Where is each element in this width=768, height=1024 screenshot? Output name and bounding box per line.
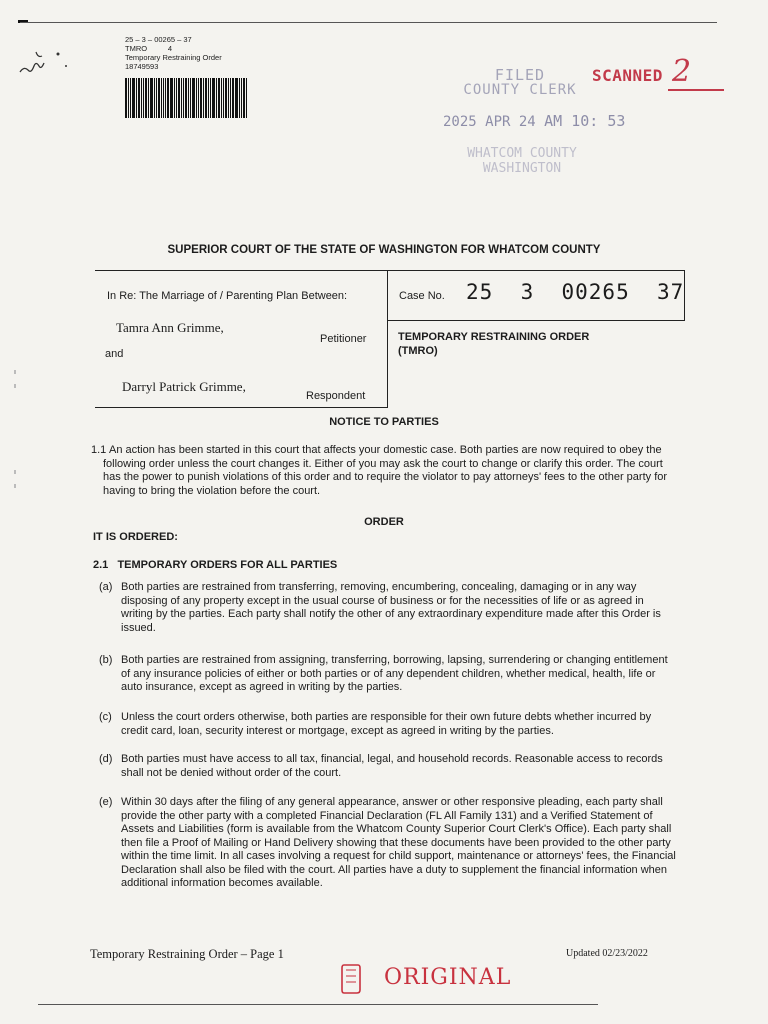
- item-text: Both parties are restrained from assigning, transferring, borrowing, lapsing, surrendering or changing entitlement of any insurance policies of either or both parties or of any dependent children, whether medical, health, life or auto insurance, except as agreed in writing by the parties.: [121, 654, 668, 693]
- barcode: [125, 78, 258, 118]
- scanned-number: 2: [672, 54, 692, 89]
- case-ref: 25 – 3 – 00265 – 37: [125, 35, 192, 44]
- footer-updated-date: Updated 02/23/2022: [566, 948, 648, 959]
- handwritten-initials-icon: [16, 42, 76, 82]
- filed-date: 2025 APR 24: [443, 114, 536, 130]
- item-label: (c): [99, 711, 112, 723]
- court-title: SUPERIOR COURT OF THE STATE OF WASHINGTON FOR WHATCOM COUNTY: [167, 244, 601, 256]
- filed-location-line1: WHATCOM COUNTY: [467, 146, 577, 161]
- top-rule: [20, 22, 717, 23]
- order-heading: ORDER: [364, 516, 404, 528]
- item-text: Within 30 days after the filing of any general appearance, answer or other responsive pleading, each party shall provide the other party with a completed Financial Declaration (FL All Family 131) and a Verified Statement of Assets and Liabilities (form is available from the Whatcom County Superior Court Clerk's Office). Each party shall then file a Proof of Mailing or Hand Delivery showing that these documents have been provided to the other party within the time limit. In all cases involving a request for child support, maintenance or attorneys' fees, the Financial Declaration shall also be filed with the court. All parties have a duty to supplement the financial information when additional information becomes available.: [121, 796, 676, 889]
- bottom-rule: [38, 1004, 598, 1005]
- item-text: Unless the court orders otherwise, both parties are responsible for their own future debts whether incurred by credit card, loan, security interest or mortgage, except as agreed in writing by the parties.: [121, 711, 652, 737]
- petitioner-name: Tamra Ann Grimme,: [116, 320, 224, 335]
- item-label: (a): [99, 581, 113, 593]
- scanned-stamp: SCANNED: [592, 66, 663, 85]
- margin-hole-marks: [14, 370, 18, 490]
- notice-text: An action has been started in this court that affects your domestic case. Both parties are now required to obey the following order unless the court changes it. Either of you may ask the court to change or clarify this order. The court has the power to punish violations of this order and to require the violator to pay attorneys' fees to the other party for having to bring the violation before the court.: [103, 444, 668, 497]
- item-text: Both parties must have access to all tax, financial, legal, and household records. Reasonable access to records shall not be denied without order of the court.: [121, 753, 663, 779]
- filed-stamp: [440, 66, 600, 98]
- item-label: (b): [99, 654, 113, 666]
- paragraph-text: [103, 444, 683, 498]
- filed-location-line2: WASHINGTON: [482, 161, 562, 176]
- scanned-underline: [668, 89, 724, 91]
- filed-stamp-line1: FILED: [494, 66, 546, 84]
- item-label: (e): [99, 796, 113, 808]
- scroll-stamp-icon: [340, 962, 362, 996]
- paragraph-number: 1.1: [91, 444, 107, 456]
- item-text: Both parties are restrained from transferring, removing, encumbering, concealing, damaging or in any way disposing of any property except in the usual course of business or for the necessities of life or as agreed in writing by the parties. Each party shall notify the other of any extraordinary expenditure made after this Order is issued.: [121, 581, 661, 634]
- respondent-name: Darryl Patrick Grimme,: [122, 379, 246, 394]
- filed-stamp-location: [452, 146, 592, 176]
- filed-stamp-datetime: [443, 112, 625, 130]
- item-label: (d): [99, 753, 113, 765]
- case-number: 25 3 00265 37: [466, 280, 685, 304]
- document-title-line2: (TMRO): [398, 345, 438, 357]
- doc-code: TMRO 4: [125, 44, 173, 53]
- it-is-ordered: IT IS ORDERED:: [93, 531, 178, 543]
- doc-id: 18749593: [125, 62, 159, 71]
- doc-name: Temporary Restraining Order: [125, 53, 222, 62]
- petitioner-label: Petitioner: [320, 333, 367, 345]
- original-stamp: ORIGINAL: [384, 965, 512, 990]
- notice-heading: NOTICE TO PARTIES: [329, 416, 439, 428]
- and-label: and: [105, 348, 124, 360]
- case-no-label: Case No.: [399, 290, 445, 302]
- filed-time: AM 10: 53: [544, 112, 626, 130]
- document-title: [398, 330, 589, 358]
- document-title-line1: TEMPORARY RESTRAINING ORDER: [398, 331, 590, 343]
- footer-page-label: Temporary Restraining Order – Page 1: [90, 947, 284, 961]
- filed-stamp-line2: COUNTY CLERK: [463, 82, 577, 98]
- document-header-label: [125, 35, 222, 71]
- section-title: 2.1 TEMPORARY ORDERS FOR ALL PARTIES: [93, 559, 338, 571]
- respondent-label: Respondent: [306, 390, 366, 402]
- in-re-label: In Re: The Marriage of / Parenting Plan Between:: [107, 290, 348, 302]
